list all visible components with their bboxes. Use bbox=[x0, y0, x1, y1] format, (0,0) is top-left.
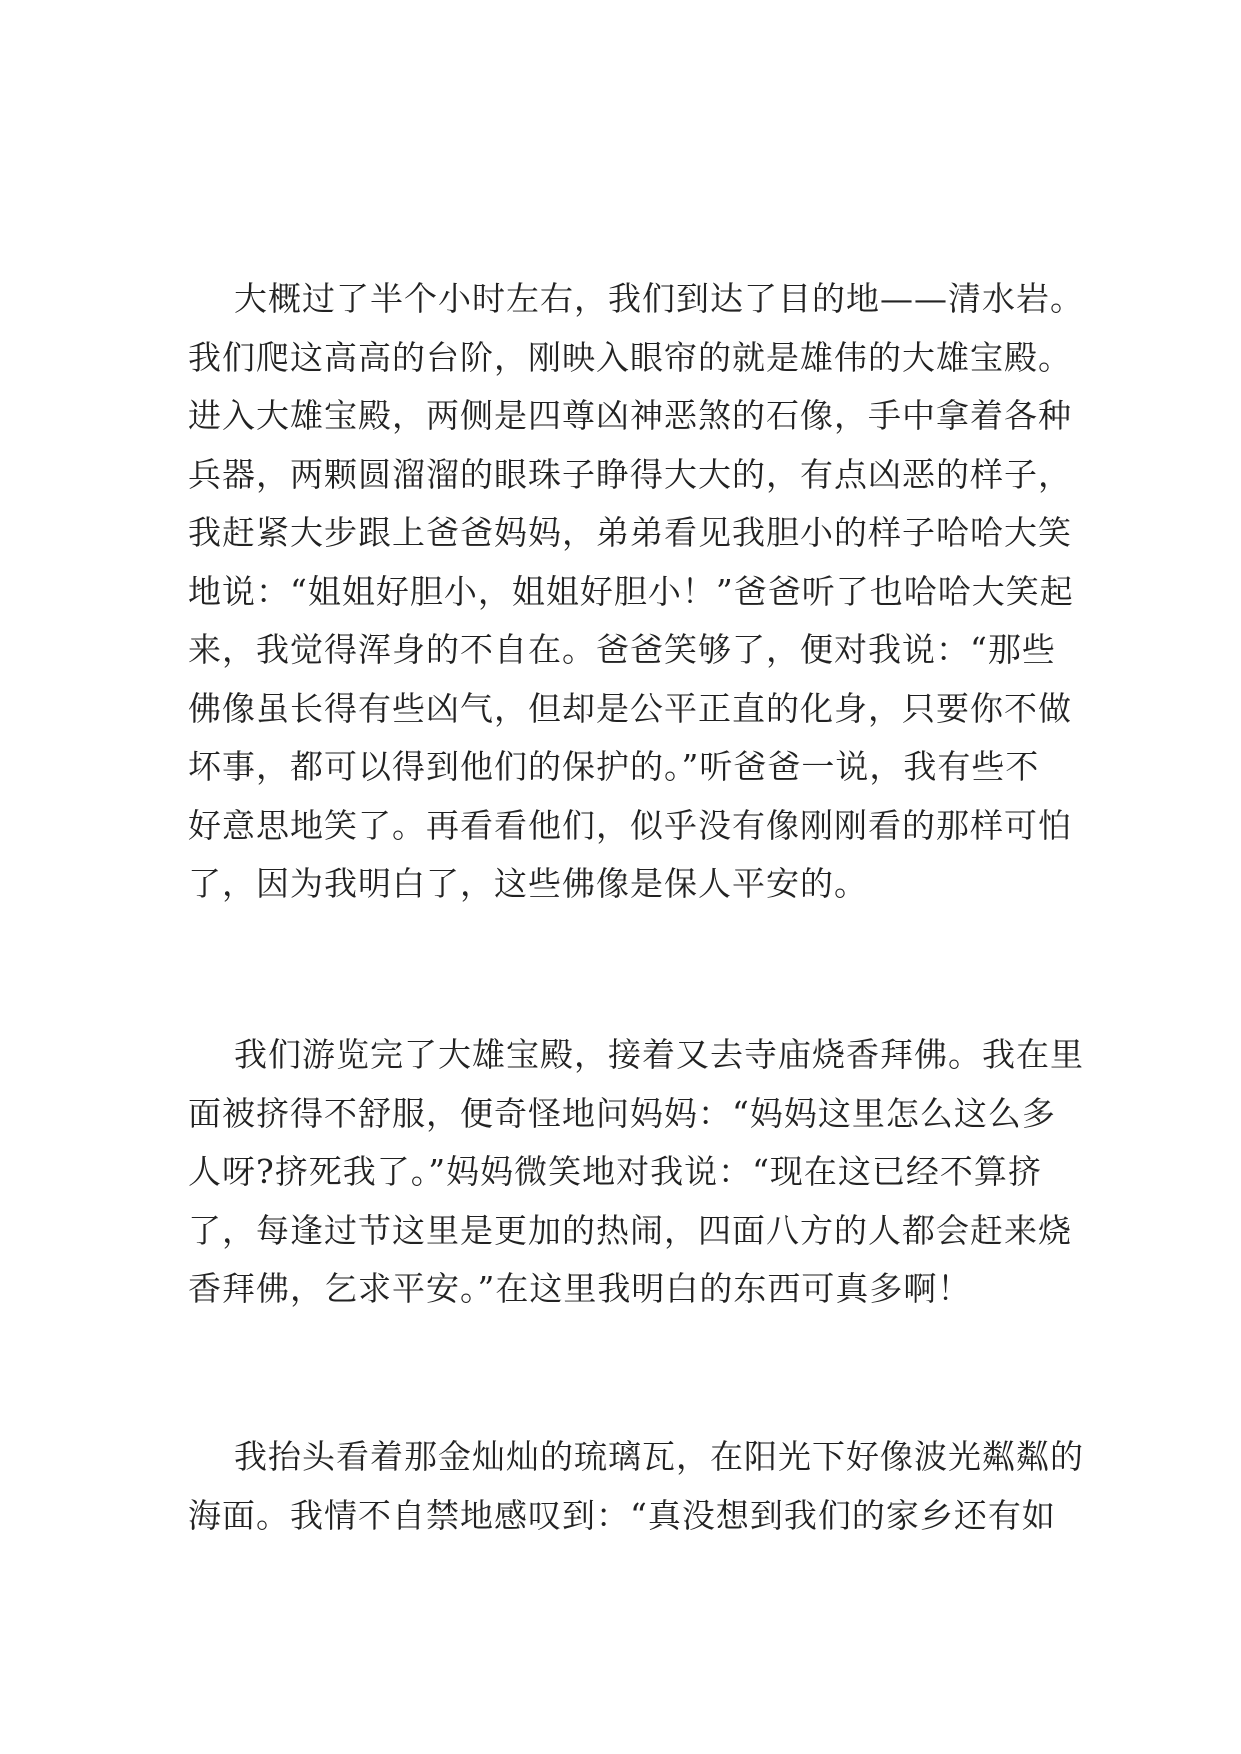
paragraph-line: 香拜佛，乞求平安。”在这里我明白的东西可真多啊！ bbox=[188, 1269, 972, 1308]
paragraph-3 bbox=[188, 1428, 1084, 1545]
paragraph-line: 大概过了半个小时左右，我们到达了目的地——清水岩。 bbox=[234, 279, 1084, 318]
paragraph-line: 海面。我情不自禁地感叹到：“真没想到我们的家乡还有如 bbox=[188, 1495, 1056, 1535]
paragraph-line: 了，每逢过节这里是更加的热闹，四面八方的人都会赶来烧 bbox=[188, 1210, 1072, 1250]
paragraph-line: 我们游览完了大雄宝殿，接着又去寺庙烧香拜佛。我在里 bbox=[234, 1035, 1084, 1074]
paragraph-line: 地说：“姐姐好胆小，姐姐好胆小！”爸爸听了也哈哈大笑起 bbox=[188, 571, 1074, 611]
paragraph-2 bbox=[188, 1026, 1084, 1319]
paragraph-line: 进入大雄宝殿，两侧是四尊凶神恶煞的石像，手中拿着各种 bbox=[188, 396, 1072, 435]
paragraph-line: 了，因为我明白了，这些佛像是保人平安的。 bbox=[188, 864, 868, 903]
paragraph-line: 坏事，都可以得到他们的保护的。”听爸爸一说，我有些不 bbox=[188, 747, 1040, 786]
paragraph-line: 我们爬这高高的台阶，刚映入眼帘的就是雄伟的大雄宝殿。 bbox=[188, 337, 1072, 377]
paragraph-line: 来，我觉得浑身的不自在。爸爸笑够了，便对我说：“那些 bbox=[188, 630, 1056, 669]
paragraph-line: 我抬头看着那金灿灿的琉璃瓦，在阳光下好像波光粼粼的 bbox=[234, 1437, 1084, 1476]
paragraph-1 bbox=[188, 270, 1084, 914]
paragraph-line: 面被挤得不舒服，便奇怪地问妈妈：“妈妈这里怎么这么多 bbox=[188, 1093, 1056, 1133]
paragraph-line: 好意思地笑了。再看看他们，似乎没有像刚刚看的那样可怕 bbox=[188, 805, 1072, 845]
paragraph-line: 兵器，两颗圆溜溜的眼珠子睁得大大的，有点凶恶的样子， bbox=[188, 454, 1072, 494]
paragraph-line: 我赶紧大步跟上爸爸妈妈，弟弟看见我胆小的样子哈哈大笑 bbox=[188, 513, 1072, 552]
paragraph-line: 佛像虽长得有些凶气，但却是公平正直的化身，只要你不做 bbox=[188, 688, 1072, 728]
paragraph-line: 人呀?挤死我了。”妈妈微笑地对我说：“现在这已经不算挤 bbox=[188, 1152, 1042, 1191]
